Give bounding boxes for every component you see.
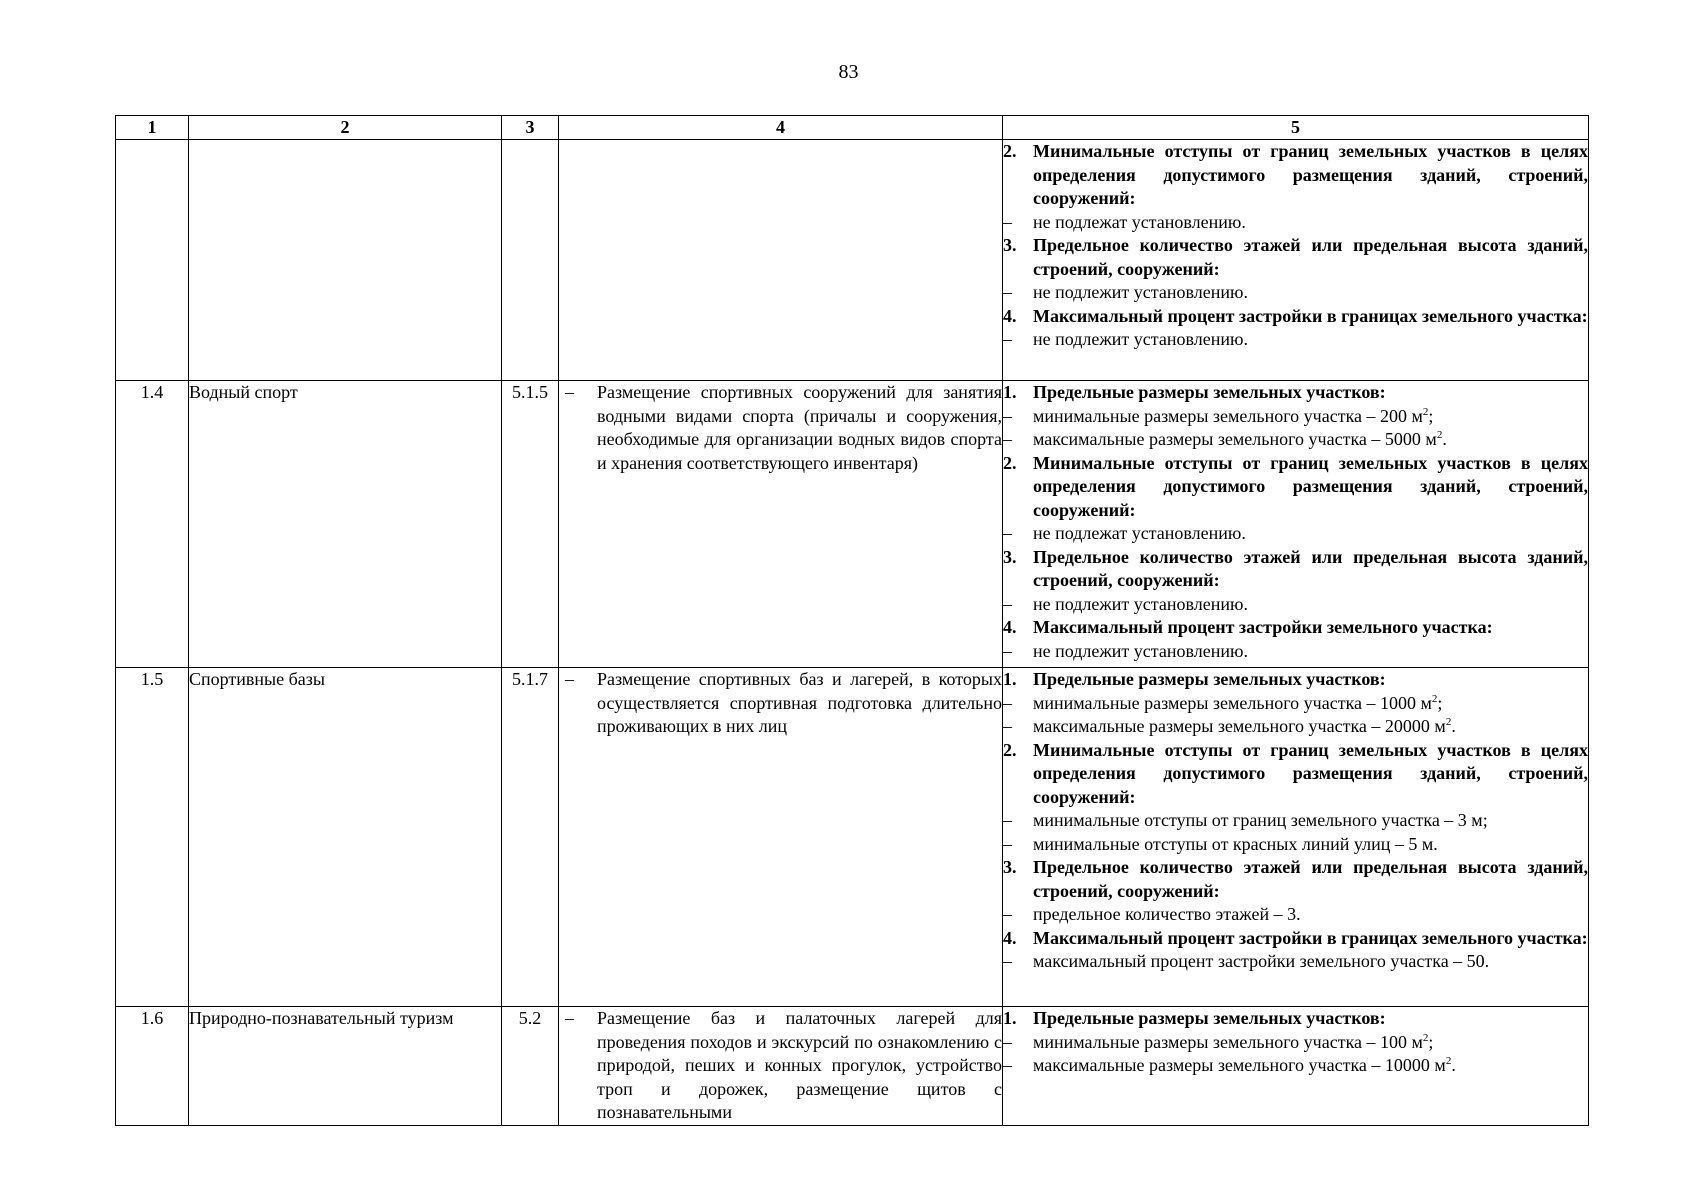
parameter-text [1033,328,1588,352]
table-row [116,668,1589,1007]
parameter-text-main: Минимальные отступы от границ земельных участков в целях определения допустимого размещения зданий, строений, сооружений: [1033,452,1588,520]
row-number-cell [116,668,189,1007]
parameter-heading [1003,140,1588,211]
row-number-cell [116,140,189,381]
parameter-text [1033,522,1588,546]
parameter-text [1033,452,1588,523]
parameter-text [1033,856,1588,903]
parameter-heading [1003,1007,1588,1031]
item-number: 3. [1003,235,1017,255]
parameter-text-main: предельное количество этажей – 3. [1033,904,1301,924]
parameter-value [1003,692,1588,716]
parameter-text-main: минимальные размеры земельного участка – 200 м [1033,405,1423,426]
use-code-cell [502,381,559,668]
parameter-text-main: максимальные размеры земельного участка – 5000 м [1033,429,1437,449]
use-code-cell-text: 5.2 [518,1008,542,1028]
parameter-text-main: Предельное количество этажей или предельная высота зданий, строений, сооружений: [1033,546,1588,590]
parameter-text-main: Максимальный процент застройки в границах земельного участка: [1033,305,1588,326]
parameter-text-main: не подлежит установлению. [1033,593,1248,614]
parameter-text [1033,281,1588,305]
use-name-cell [189,1007,502,1126]
parameter-text-main: Предельные размеры земельных участков: [1033,669,1386,689]
parameter-text [1033,903,1588,927]
parameter-text [1033,640,1588,664]
parameters-cell [1003,381,1589,668]
table-row [116,1007,1589,1126]
item-number: 4. [1003,617,1017,637]
parameter-text-main: не подлежат установлению. [1033,211,1246,232]
parameter-value [1003,211,1588,235]
description-text: Размещение баз и палаточных лагерей для проведения походов и экскурсий по ознакомлению с природой, пеших и конных прогулок, устройство троп и дорожек, размещение щитов с познавательными [597,1008,1002,1122]
parameter-heading [1003,305,1588,329]
punctuation: . [1442,429,1447,449]
page-number: 83 [838,61,859,83]
parameter-text-main: не подлежат установлению. [1033,523,1246,543]
punctuation: ; [1437,692,1443,713]
parameter-value [1003,1031,1588,1055]
description-item [559,381,1002,475]
parameter-heading [1003,234,1588,281]
parameter-heading [1003,452,1588,523]
parameter-text [1033,1007,1588,1031]
description-cell [559,140,1003,381]
parameter-value [1003,405,1588,429]
description-text: Размещение спортивных баз и лагерей, в которых осуществляется спортивная подготовка длительно проживающих в них лиц [597,669,1002,736]
item-number: 3. [1003,857,1017,877]
parameter-text-main: Предельные размеры земельных участков: [1033,1008,1386,1028]
parameter-text [1033,140,1588,211]
table-header-row [116,116,1589,140]
dash-marker: – [1003,1055,1012,1075]
description-text: Размещение спортивных сооружений для занятия водными видами спорта (причалы и сооружения, необходимые для организации водных видов спорта и хранения соответствующего инвентаря) [597,382,1002,473]
item-number: 1. [1003,1008,1017,1028]
item-number: 1. [1003,669,1017,689]
use-name-cell [189,140,502,381]
zoning-table [115,115,1589,1126]
parameter-value [1003,281,1588,305]
row-number-cell-text: 1.6 [140,1008,164,1028]
parameter-text-main: Предельные размеры земельных участков: [1033,382,1386,402]
parameter-text [1033,211,1588,235]
use-code-cell-text: 5.1.7 [512,669,548,689]
use-code-cell-text: 5.1.5 [512,382,548,402]
parameter-text-main: минимальные отступы от красных линий улиц – 5 м. [1033,833,1438,854]
parameter-text-main: Максимальный процент застройки в границах земельного участка: [1033,927,1588,948]
description-cell [559,381,1003,668]
dash-marker: – [1003,429,1012,449]
parameter-value [1003,833,1588,857]
item-number: 2. [1003,739,1017,760]
dash-marker: – [1003,692,1012,713]
column-header-3: 3 [502,116,559,140]
parameter-text-main: не подлежит установлению. [1033,329,1248,349]
use-name-cell-text: Водный спорт [189,382,298,402]
parameter-value [1003,522,1588,546]
parameter-heading [1003,616,1588,640]
parameter-heading [1003,739,1588,810]
unit-superscript: 2 [1436,429,1443,441]
punctuation: ; [1428,405,1434,426]
unit-superscript: 2 [1445,716,1452,728]
parameter-value [1003,428,1588,452]
parameter-text [1033,1054,1588,1078]
column-header-5: 5 [1003,116,1589,140]
dash-marker: – [1003,211,1012,232]
parameter-text [1033,616,1588,640]
column-header-4: 4 [559,116,1003,140]
parameter-text [1033,305,1588,329]
use-name-cell-text: Спортивные базы [189,669,325,689]
parameter-text-main: Минимальные отступы от границ земельных участков в целях определения допустимого размещения зданий, строений, сооружений: [1033,141,1588,208]
parameter-text [1033,234,1588,281]
parameter-text-main: максимальные размеры земельного участка – 20000 м [1033,716,1446,736]
item-number: 1. [1003,382,1017,402]
parameter-value [1003,1054,1588,1078]
row-number-cell [116,1007,189,1126]
use-name-cell-text: Природно-познавательный туризм [189,1008,454,1028]
dash-marker: – [565,1008,574,1028]
parameter-text [1033,739,1588,810]
item-number: 2. [1003,141,1017,161]
item-number: 3. [1003,546,1017,567]
punctuation: . [1451,716,1456,736]
unit-superscript: 2 [1422,405,1429,418]
description-cell [559,1007,1003,1126]
punctuation: ; [1428,1031,1434,1052]
use-code-cell [502,668,559,1007]
dash-marker: – [1003,1031,1012,1052]
use-name-cell [189,668,502,1007]
parameter-text-main: минимальные размеры земельного участка – 100 м [1033,1031,1423,1052]
unit-superscript: 2 [1431,692,1438,705]
row-number-cell [116,381,189,668]
parameter-text [1033,1031,1588,1055]
parameter-text-main: не подлежит установлению. [1033,282,1248,302]
parameter-text [1033,692,1588,716]
parameter-text [1033,833,1588,857]
parameter-value [1003,640,1588,664]
dash-marker: – [1003,951,1012,971]
dash-marker: – [565,669,574,689]
parameter-text-main: минимальные отступы от границ земельного участка – 3 м; [1033,810,1488,830]
dash-marker: – [1003,640,1012,661]
item-number: 4. [1003,305,1017,326]
use-code-cell [502,1007,559,1126]
parameter-text [1033,593,1588,617]
item-number: 2. [1003,452,1017,473]
dash-marker: – [1003,405,1012,426]
parameter-heading [1003,546,1588,593]
unit-superscript: 2 [1445,1055,1452,1067]
parameter-text-main: Предельное количество этажей или предельная высота зданий, строений, сооружений: [1033,235,1588,279]
dash-marker: – [1003,833,1012,854]
parameter-value [1003,809,1588,833]
parameter-text [1033,405,1588,429]
dash-marker: – [1003,593,1012,614]
parameter-text [1033,950,1588,974]
parameter-text [1033,381,1588,405]
punctuation: . [1451,1055,1456,1075]
parameter-text [1033,715,1588,739]
column-header-1: 1 [116,116,189,140]
parameter-value [1003,715,1588,739]
use-name-cell [189,381,502,668]
parameter-heading [1003,381,1588,405]
use-code-cell [502,140,559,381]
parameter-text-main: Максимальный процент застройки земельного участка: [1033,617,1493,637]
parameter-heading [1003,927,1588,951]
parameter-text-main: минимальные размеры земельного участка – 1000 м [1033,692,1432,713]
table-row [116,381,1589,668]
row-number-cell-text: 1.4 [140,382,164,402]
parameter-value [1003,328,1588,352]
parameter-text [1033,546,1588,593]
dash-marker: – [1003,904,1012,924]
parameter-text [1033,668,1588,692]
table-row [116,140,1589,381]
parameter-text [1033,428,1588,452]
description-item [559,668,1002,739]
parameter-value [1003,950,1588,974]
parameters-cell [1003,1007,1589,1126]
parameter-value [1003,593,1588,617]
dash-marker: – [1003,282,1012,302]
item-number: 4. [1003,927,1017,948]
dash-marker: – [1003,716,1012,736]
parameter-text [1033,927,1588,951]
unit-superscript: 2 [1422,1031,1429,1044]
parameter-text [1033,809,1588,833]
parameter-text-main: Минимальные отступы от границ земельных участков в целях определения допустимого размещения зданий, строений, сооружений: [1033,739,1588,807]
dash-marker: – [565,382,574,402]
description-item [559,1007,1002,1125]
dash-marker: – [1003,523,1012,543]
parameters-cell [1003,668,1589,1007]
column-header-2: 2 [189,116,502,140]
parameter-text-main: не подлежит установлению. [1033,640,1248,661]
dash-marker: – [1003,810,1012,830]
parameters-cell [1003,140,1589,381]
parameter-text-main: Предельное количество этажей или предельная высота зданий, строений, сооружений: [1033,857,1588,901]
dash-marker: – [1003,329,1012,349]
parameter-value [1003,903,1588,927]
parameter-heading [1003,856,1588,903]
row-number-cell-text: 1.5 [140,669,164,689]
parameter-heading [1003,668,1588,692]
description-cell [559,668,1003,1007]
parameter-text-main: максимальный процент застройки земельного участка – 50. [1033,951,1490,971]
parameter-text-main: максимальные размеры земельного участка – 10000 м [1033,1055,1446,1075]
